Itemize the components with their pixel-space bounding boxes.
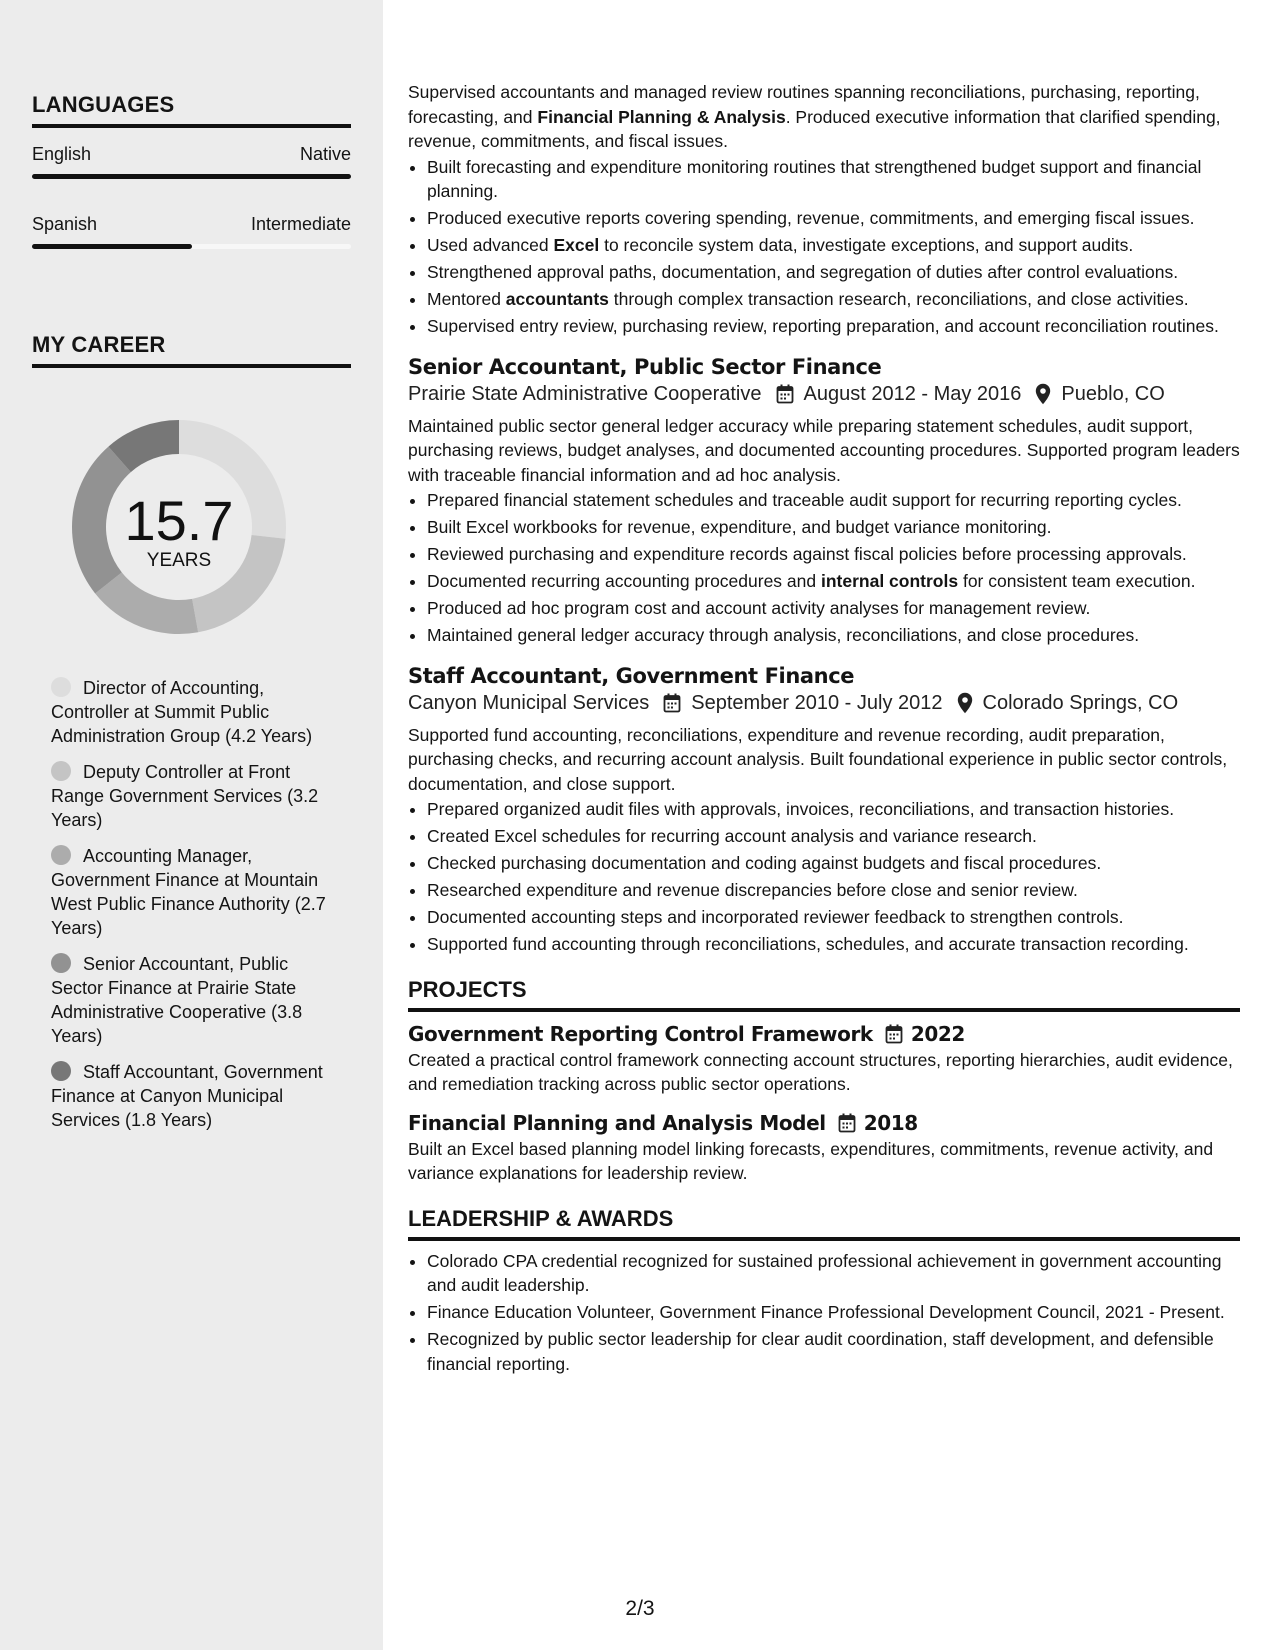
awards-heading: LEADERSHIP & AWARDS (408, 1206, 1240, 1241)
language-proficiency-fill (32, 174, 351, 179)
bullet-item (427, 287, 1240, 312)
career-total-years: 15.7 (124, 489, 234, 552)
bold-text: Financial Planning & Analysis (537, 106, 786, 127)
language-level: Native (299, 144, 351, 164)
legend-label: Deputy Controller at Front Range Government Services (3.2 Years) (51, 762, 319, 830)
bullet-item (427, 878, 1240, 903)
language-proficiency-bar (32, 244, 351, 249)
bullet-item (427, 623, 1240, 648)
career-legend-item (51, 676, 341, 748)
text-run: Produced ad hoc program cost and account activity analyses for management review. (427, 598, 1091, 618)
bullet-item (427, 206, 1240, 231)
job-bullets (408, 797, 1240, 957)
legend-label: Staff Accountant, Government Finance at Canyon Municipal Services (1.8 Years) (51, 1062, 323, 1130)
project-title: Financial Planning and Analysis Model (408, 1110, 826, 1135)
text-run: Used advanced (427, 235, 554, 255)
text-run: Supported fund accounting, reconciliations, expenditure and revenue recording, audit preparation, purchasing checks, and recurring account analysis. Built foundational experience in public sector controls, documentation, and close support. (408, 724, 1228, 794)
donut-segment-2 (95, 572, 198, 634)
bullet-item (427, 542, 1240, 567)
legend-color-dot (51, 761, 71, 781)
award-item: • Colorado CPA credential recognized for sustained professional achievement in government accounting and audit leadership. (427, 1249, 1240, 1298)
role-summary (408, 80, 1240, 154)
project-year: 2018 (863, 1110, 918, 1135)
bold-text: internal controls (820, 571, 959, 591)
career-legend-item (51, 1060, 341, 1132)
text-run: to reconcile system data, investigate exceptions, and support audits. (599, 235, 1134, 255)
text-run: Supervised entry review, purchasing review, reporting preparation, and account reconciliation routines. (427, 316, 1219, 336)
job-summary (408, 414, 1240, 488)
map-pin-icon (957, 692, 973, 714)
text-run: through complex transaction research, reconciliations, and close activities. (608, 289, 1189, 309)
legend-color-dot (51, 953, 71, 973)
bullet-item (427, 569, 1240, 594)
bullet-item (427, 515, 1240, 540)
experience-list (408, 355, 1240, 957)
project-title: Government Reporting Control Framework (408, 1021, 873, 1046)
job-entry (408, 355, 1240, 648)
job-location: Pueblo, CO (1061, 382, 1165, 405)
text-run: Prepared organized audit files with approvals, invoices, reconciliations, and transaction histories. (427, 799, 1175, 819)
text-run: Researched expenditure and revenue discrepancies before close and senior review. (427, 880, 1078, 900)
text-run: Produced executive reports covering spending, revenue, commitments, and emerging fiscal issues. (427, 208, 1195, 228)
job-company: Prairie State Administrative Cooperative (408, 382, 762, 405)
text-run: Created Excel schedules for recurring account analysis and variance research. (427, 826, 1037, 846)
job-meta (408, 383, 1240, 406)
project-title-row (408, 1022, 1240, 1046)
text-run: Maintained public sector general ledger accuracy while preparing statement schedules, audit support, purchasing reviews, budget analyses, and documented accounting procedures. Supported program leaders with traceable financial information and ad hoc analysis. (408, 415, 1240, 485)
legend-label: Senior Accountant, Public Sector Finance at Prairie State Administrative Cooperative (3.8 Years) (51, 954, 303, 1046)
job-meta (408, 692, 1240, 715)
career-total-unit: YEARS (146, 550, 212, 571)
project-entry (408, 1022, 1240, 1097)
awards-list (408, 1249, 1240, 1377)
bullet-item (427, 851, 1240, 876)
text-run: Documented recurring accounting procedures and (427, 571, 821, 591)
job-dates: September 2010 - July 2012 (691, 691, 943, 714)
text-run: Reviewed purchasing and expenditure records against fiscal policies before processing approvals. (427, 544, 1187, 564)
language-name: Spanish (32, 214, 98, 234)
text-run: Mentored (427, 289, 506, 309)
bullet-item (427, 233, 1240, 258)
project-title-row (408, 1111, 1240, 1135)
legend-color-dot (51, 845, 71, 865)
projects-heading: PROJECTS (408, 977, 1240, 1012)
language-proficiency-bar (32, 174, 351, 179)
language-name: English (32, 144, 92, 164)
legend-color-dot (51, 677, 71, 697)
legend-color-dot (51, 1061, 71, 1081)
job-location: Colorado Springs, CO (982, 691, 1179, 714)
job-entry (408, 664, 1240, 957)
legend-label: Accounting Manager, Government Finance at Mountain West Public Finance Authority (2.7 Years) (51, 846, 326, 938)
career-legend-item (51, 844, 341, 940)
language-level: Intermediate (250, 214, 351, 234)
text-run: Documented accounting steps and incorporated reviewer feedback to strengthen controls. (427, 907, 1124, 927)
bullet-item (427, 824, 1240, 849)
language-proficiency-fill (32, 244, 192, 249)
bullet-item (427, 932, 1240, 957)
text-run: Checked purchasing documentation and coding against budgets and fiscal procedures. (427, 853, 1102, 873)
career-heading: MY CAREER (32, 332, 351, 368)
bullet-item (427, 488, 1240, 513)
main-content (408, 80, 1240, 1379)
project-description: Created a practical control framework connecting account structures, reporting hierarchies, audit evidence, and remediation tracking across public sector operations. (408, 1049, 1233, 1094)
map-pin-icon (1035, 383, 1051, 405)
projects-list (408, 1022, 1240, 1186)
award-item: • Recognized by public sector leadership for clear audit coordination, staff development, and defensible financial reporting. (427, 1327, 1240, 1376)
bold-text: Excel (553, 235, 600, 255)
calendar-icon (776, 384, 794, 404)
career-legend-item (51, 760, 341, 832)
bullet-item (427, 260, 1240, 285)
text-run: Supervised accountants and managed review routines spanning reconciliations, purchasing, reporting, forecasting, and (408, 82, 1200, 127)
role-bullets (408, 155, 1240, 339)
text-run: Strengthened approval paths, documentation, and segregation of duties after control evaluations. (427, 262, 1179, 282)
text-run: . Produced executive information that clarified spending, revenue, commitments, and fiscal issues. (408, 106, 1221, 151)
text-run: Built Excel workbooks for revenue, expenditure, and budget variance monitoring. (427, 517, 1052, 537)
text-run: Maintained general ledger accuracy through analysis, reconciliations, and close procedures. (427, 625, 1140, 645)
job-title: Staff Accountant, Government Finance (408, 663, 855, 688)
award-item: • Finance Education Volunteer, Government Finance Professional Development Council, 2021 - Present. (427, 1300, 1240, 1325)
bullet-item (427, 905, 1240, 930)
text-run: Prepared financial statement schedules and traceable audit support for recurring reporting cycles. (427, 490, 1182, 510)
career-legend (51, 676, 341, 1144)
bullet-item (427, 596, 1240, 621)
job-title: Senior Accountant, Public Sector Finance (408, 354, 882, 379)
bullet-item (427, 797, 1240, 822)
job-summary (408, 723, 1240, 797)
page-number: 2/3 (625, 1597, 655, 1620)
text-run: Supported fund accounting through reconciliations, schedules, and accurate transaction recording. (427, 934, 1189, 954)
bullet-item (427, 314, 1240, 339)
calendar-icon (838, 1113, 856, 1133)
sidebar (0, 0, 383, 1650)
bullet-item (427, 155, 1240, 204)
job-bullets (408, 488, 1240, 648)
text-run: for consistent team execution. (958, 571, 1196, 591)
bold-text: accountants (505, 289, 609, 309)
calendar-icon (885, 1024, 903, 1044)
legend-label: Director of Accounting, Controller at Summit Public Administration Group (4.2 Years) (51, 678, 313, 746)
job-company: Canyon Municipal Services (408, 691, 650, 714)
languages-heading: LANGUAGES (32, 92, 351, 128)
job-dates: August 2012 - May 2016 (803, 382, 1022, 405)
project-year: 2022 (910, 1021, 965, 1046)
career-legend-item (51, 952, 341, 1048)
project-entry (408, 1111, 1240, 1186)
text-run: Built forecasting and expenditure monitoring routines that strengthened budget support and financial planning. (427, 156, 1202, 201)
calendar-icon (663, 693, 681, 713)
project-description: Built an Excel based planning model linking forecasts, expenditures, commitments, revenue activity, and variance explanations for leadership review. (408, 1138, 1214, 1183)
